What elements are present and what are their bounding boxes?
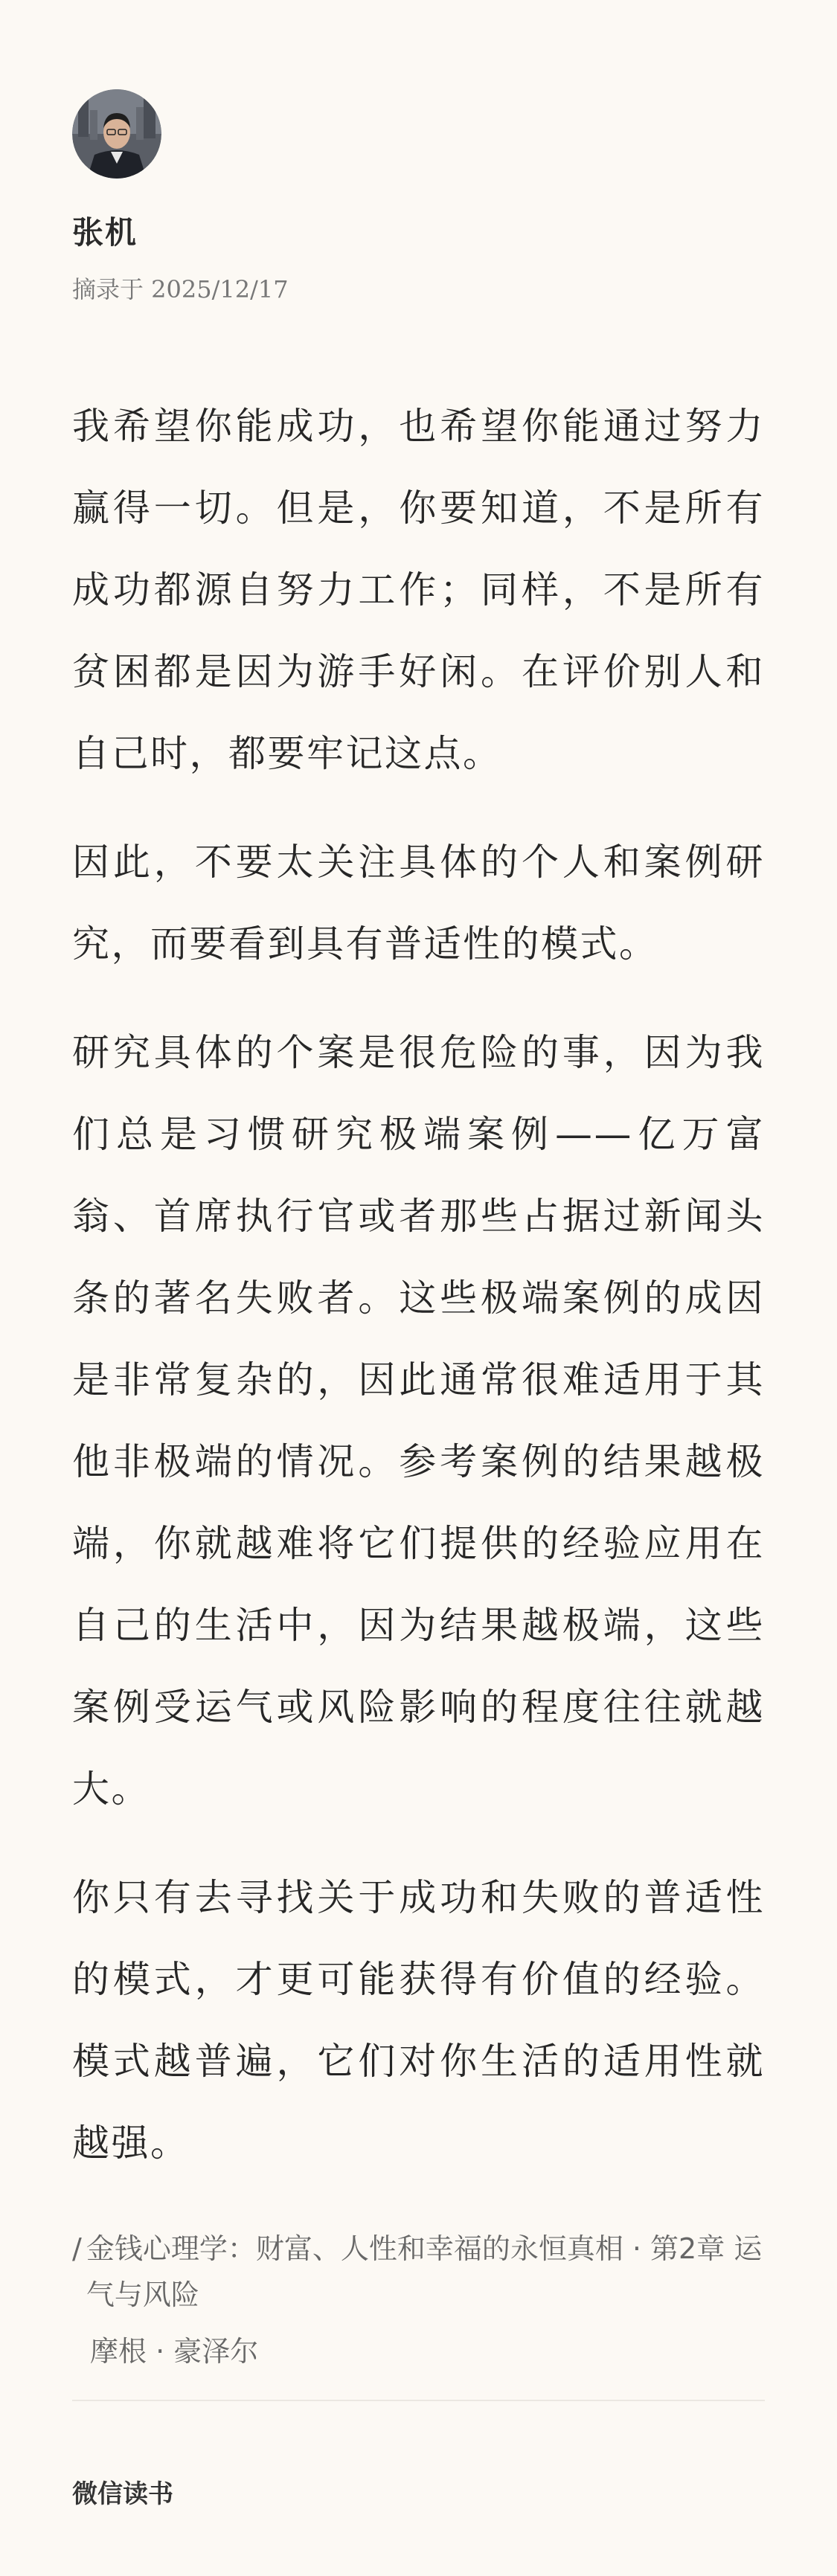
excerpt-paragraph: 你只有去寻找关于成功和失败的普适性的模式，才更可能获得有价值的经验。模式越普遍，它们对你生活的适用性就越强。	[72, 1876, 765, 2165]
source-book-chapter: 金钱心理学：财富、人性和幸福的永恒真相 · 第2章 运气与风险	[86, 2232, 763, 2311]
excerpt-date: 摘录于 2025/12/17	[72, 275, 289, 303]
book-source[interactable]	[72, 2226, 765, 2374]
footer-divider	[72, 2400, 765, 2401]
app-brand: 微信读书	[72, 2479, 173, 2509]
author-avatar[interactable]	[72, 89, 161, 179]
excerpt-paragraph: 研究具体的个案是很危险的事，因为我们总是习惯研究极端案例——亿万富翁、首席执行官或者那些占据过新闻头条的著名失败者。这些极端案例的成因是非常复杂的，因此通常很难适用于其他非极端的情况。参考案例的结果越极端，你就越难将它们提供的经验应用在自己的生活中，因为结果越极端，这些案例受运气或风险影响的程度往往就越大。	[72, 1031, 765, 1811]
source-title-line	[72, 2226, 765, 2318]
excerpt-paragraph: 我希望你能成功，也希望你能通过努力赢得一切。但是，你要知道，不是所有成功都源自努力工作；同样，不是所有贫困都是因为游手好闲。在评价别人和自己时，都要牢记这点。	[72, 405, 765, 775]
excerpt-content	[72, 385, 765, 2184]
source-prefix: /	[72, 2232, 82, 2265]
source-author: 摩根 · 豪泽尔	[90, 2335, 259, 2368]
excerpt-paragraph: 因此，不要太关注具体的个人和案例研究，而要看到具有普适性的模式。	[72, 841, 765, 966]
author-name: 张机	[72, 214, 138, 251]
